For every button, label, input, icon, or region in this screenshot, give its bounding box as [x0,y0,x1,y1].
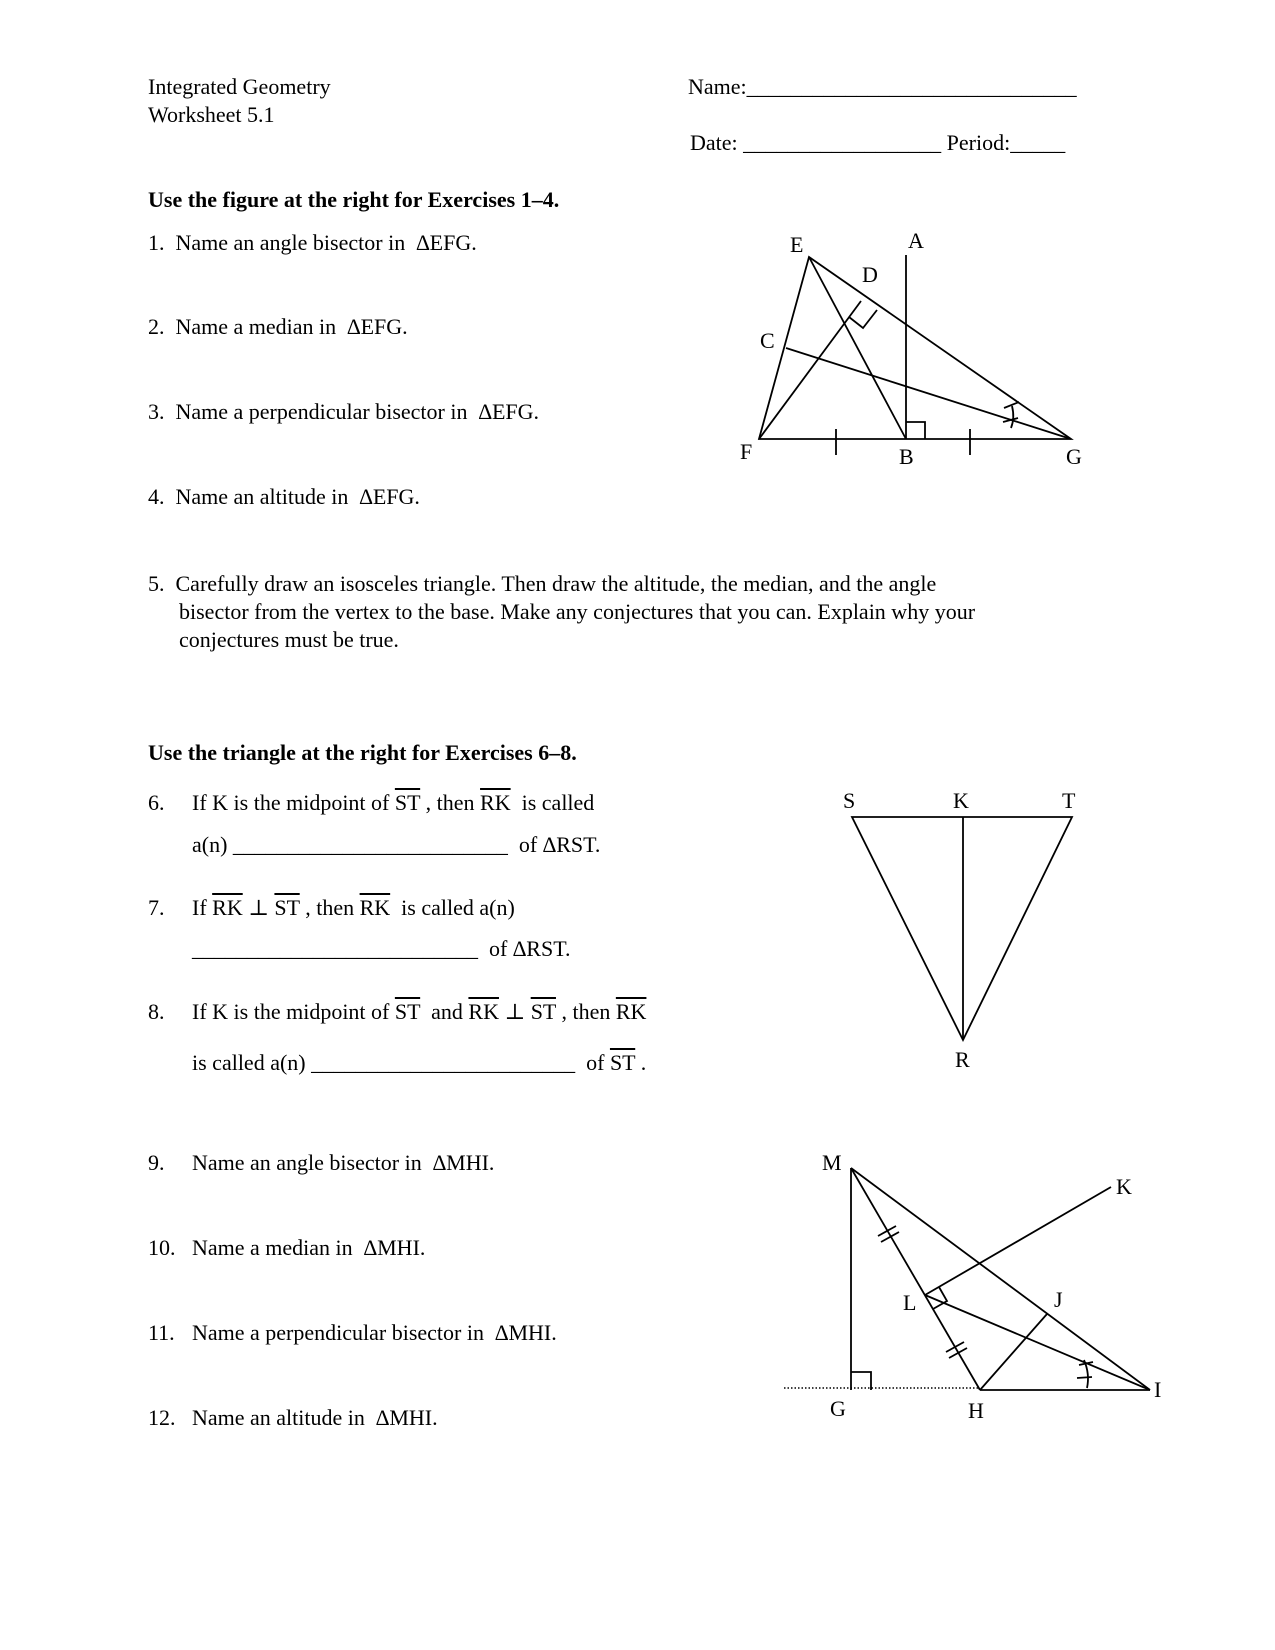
right-angle-b [906,422,925,439]
triangle-efg [759,257,1071,439]
segment-rk-2: $\overline{RK}$ [359,895,391,920]
median-eb [809,257,906,439]
tick-ml-1 [878,1226,896,1236]
segment-st-3: $\overline{ST}$ [609,1050,636,1075]
question-10: Name a median in ∆MHI. [192,1235,426,1260]
arc-i-tick-2 [1077,1377,1092,1378]
segment-st: $\overline{ST}$ [394,999,421,1024]
q6-answer-blank[interactable]: _________________________ [232,832,508,857]
q7-text-b: , then [299,895,360,920]
question-12-num: 12. [148,1405,176,1430]
section2-heading: Use the triangle at the right for Exercises 6–8. [148,740,577,765]
question-6-line2 [192,834,600,856]
segment-st: $\overline{ST}$ [394,790,421,815]
right-angle-l [933,1287,947,1309]
q6-text-c: is called [510,790,595,815]
question-1: 1. Name an angle bisector in ∆EFG. [148,230,477,255]
question-8-num: 8. [148,999,165,1024]
q6-line2-b: of ∆RST. [507,832,601,857]
label-f: F [740,439,753,464]
right-angle-g [851,1372,871,1390]
q8-text-c: , then [555,999,616,1024]
segment-rk-2: $\overline{RK}$ [615,999,647,1024]
label-b: B [899,444,914,469]
question-6-line1 [192,792,594,814]
tick-lh-2 [949,1348,967,1358]
bisector-il [925,1295,1150,1390]
question-6-num: 6. [148,790,165,815]
question-9: Name an angle bisector in ∆MHI. [192,1150,495,1175]
label-l: L [903,1290,917,1315]
q6-text-b: , then [420,790,481,815]
name-label [688,76,1077,98]
worksheet-title: Worksheet 5.1 [148,102,275,127]
segment-rk: $\overline{RK}$ [468,999,499,1024]
tick-ml-2 [881,1232,899,1242]
label-h: H [968,1398,984,1423]
label-e: E [790,232,804,257]
label-t: T [1062,788,1076,813]
right-angle-d [849,310,877,328]
label-g: G [1066,444,1082,469]
label-g: G [830,1396,846,1421]
question-5-line2: bisector from the vertex to the base. Make any conjectures that you can. Explain why your [179,599,976,624]
segment-rk: $\overline{RK}$ [212,895,243,920]
date-field[interactable]: __________________ [743,130,942,155]
label-s: S [843,788,856,813]
bisector-gc [786,348,1071,439]
period-field[interactable]: _____ [1010,130,1066,155]
label-i: I [1154,1377,1162,1402]
question-7-num: 7. [148,895,165,920]
perp-symbol: ⊥ [498,999,531,1024]
date-period-line [690,132,1065,154]
question-3: 3. Name a perpendicular bisector in ∆EFG. [148,399,540,424]
q7-line2-b: of ∆RST. [478,936,571,961]
name-label-text: Name: [688,74,747,99]
label-m: M [822,1150,842,1175]
perp-bisector-lk [925,1187,1111,1295]
q8-line2-c: . [635,1050,647,1075]
q7-text-c: is called a(n) [390,895,515,920]
question-11-num: 11. [148,1320,175,1345]
label-d: D [862,262,878,287]
segment-st: $\overline{ST}$ [274,895,300,920]
question-10-num: 10. [148,1235,176,1260]
label-j: J [1054,1287,1063,1312]
date-label: Date: [690,130,738,155]
q8-text-a: If K is the midpoint of [192,999,395,1024]
arc-i-tick-1 [1079,1362,1093,1365]
question-5-line3: conjectures must be true. [179,627,399,652]
q8-line2-a: is called a(n) [192,1050,312,1075]
segment-rk: $\overline{RK}$ [480,790,511,815]
label-a: A [908,228,924,253]
question-5-line1: 5. Carefully draw an isosceles triangle. Then draw the altitude, the median, and the angle [148,571,937,596]
label-c: C [760,328,775,353]
altitude-fd [759,301,861,439]
name-field[interactable]: ______________________________ [746,74,1077,99]
tick-lh-1 [946,1342,964,1352]
label-k: K [953,788,969,813]
question-8-line1 [192,1001,646,1023]
perp-symbol: ⊥ [242,895,275,920]
triangle-rst [852,817,1072,1040]
arc-g-1 [1011,406,1013,428]
question-4: 4. Name an altitude in ∆EFG. [148,484,420,509]
arc-i-1 [1084,1360,1088,1388]
question-2: 2. Name a median in ∆EFG. [148,314,408,339]
question-7-line1 [192,897,515,919]
question-11: Name a perpendicular bisector in ∆MHI. [192,1320,557,1345]
course-title: Integrated Geometry [148,74,331,99]
q7-answer-blank[interactable]: __________________________ [192,936,478,961]
median-hj [980,1314,1047,1390]
arc-g-tick-1 [1004,402,1019,408]
period-label: Period: [946,130,1011,155]
arc-g-tick-2 [1003,418,1018,422]
question-12: Name an altitude in ∆MHI. [192,1405,438,1430]
question-9-num: 9. [148,1150,165,1175]
q7-text-a: If [192,895,213,920]
q8-line2-b: of [575,1050,610,1075]
section1-heading: Use the figure at the right for Exercises 1–4. [148,187,560,212]
side-mh [851,1168,980,1390]
question-7-line2 [192,938,571,960]
label-k: K [1116,1174,1132,1199]
label-r: R [955,1047,970,1072]
q6-text-a: If K is the midpoint of [192,790,395,815]
q6-line2-a: a(n) [192,832,233,857]
side-mi [851,1168,1150,1390]
q8-answer-blank[interactable]: ________________________ [311,1050,576,1075]
segment-st-2: $\overline{ST}$ [530,999,556,1024]
question-8-line2 [192,1052,646,1074]
q8-text-b: and [420,999,469,1024]
